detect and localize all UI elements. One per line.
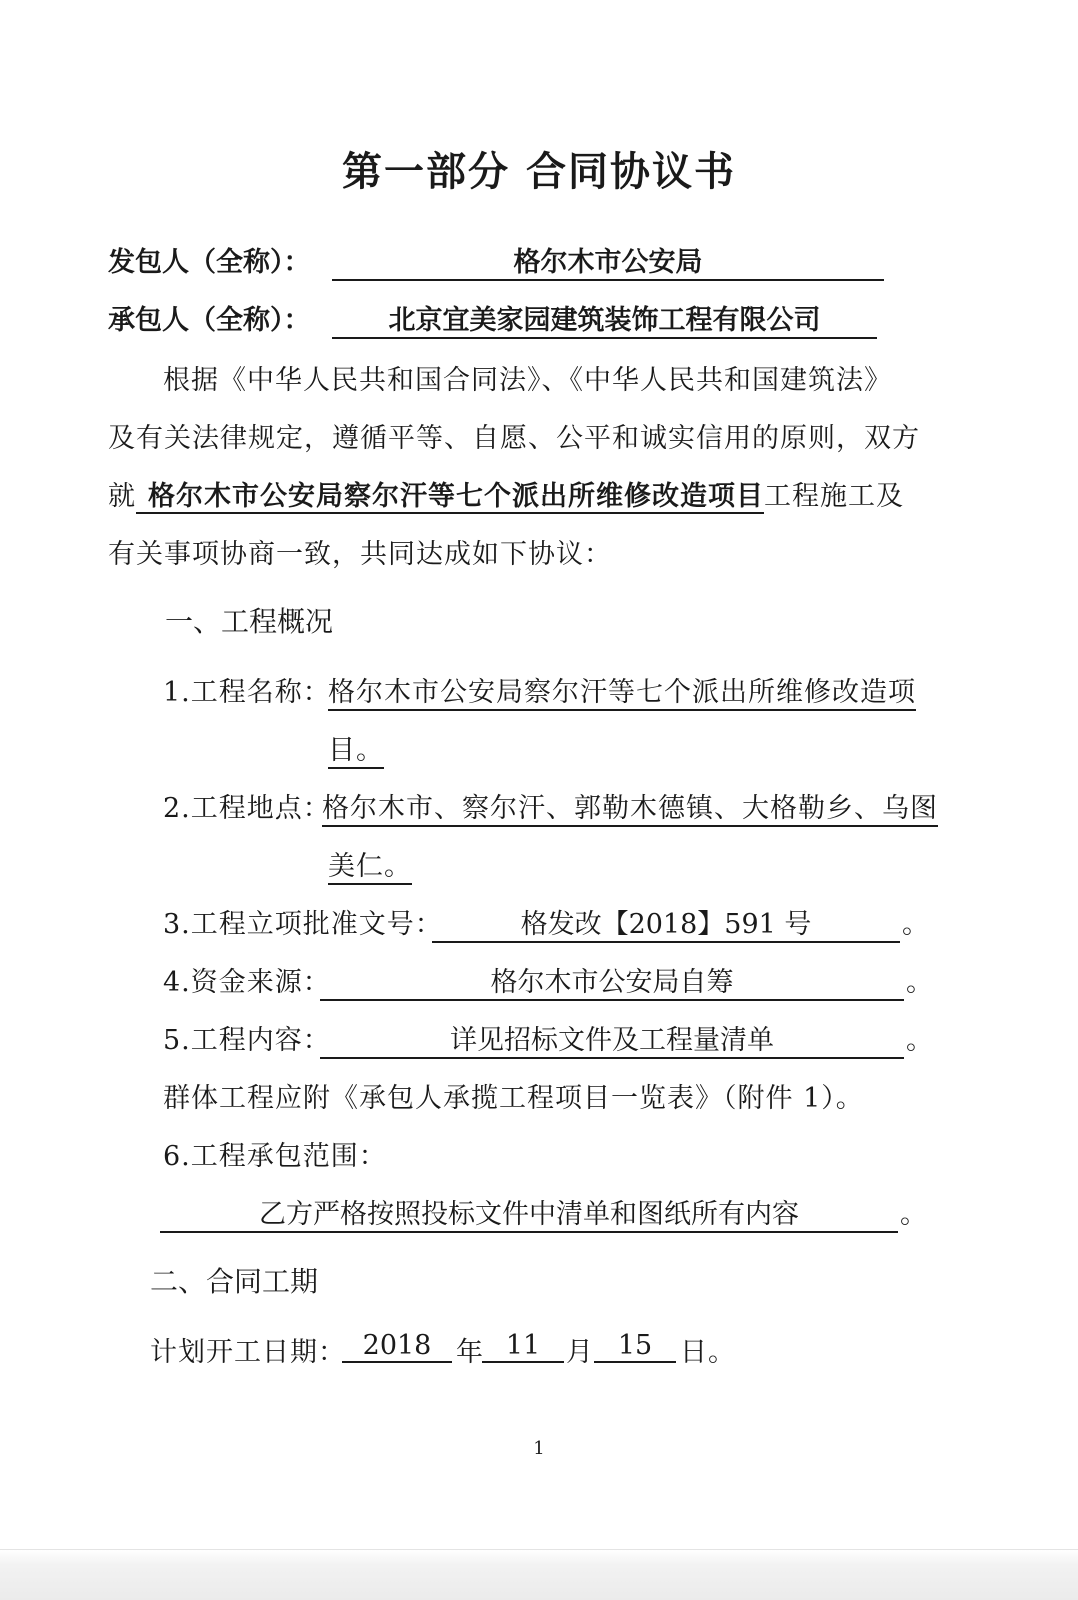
item-6-period: 。 (900, 1199, 928, 1230)
intro-line-4: 有关事项协商一致，共同达成如下协议： (108, 539, 612, 570)
item-3-value: 格发改【2018】591 号 (432, 902, 900, 943)
intro-line-3 (108, 474, 904, 513)
intro-line-2: 及有关法律规定，遵循平等、自愿、公平和诚实信用的原则，双方 (108, 423, 920, 454)
start-year: 2018 (342, 1330, 452, 1363)
section-2-heading: 二、合同工期 (150, 1265, 319, 1298)
item-6-value: 乙方严格按照投标文件中清单和图纸所有内容 (160, 1192, 898, 1233)
group-note: 群体工程应附《承包人承揽工程项目一览表》（附件 1）。 (163, 1083, 864, 1114)
item-4-label: 4.资金来源： (163, 967, 331, 998)
item-2-value-1: 格尔木市、察尔汗、郭勒木德镇、大格勒乡、乌图 (322, 786, 938, 827)
item-5-period: 。 (906, 1025, 934, 1056)
contractor-name: 北京宜美家园建筑装饰工程有限公司 (332, 298, 877, 339)
section-1-heading: 一、工程概况 (165, 605, 334, 638)
item-1-value-1: 格尔木市公安局察尔汗等七个派出所维修改造项 (328, 670, 916, 711)
intro-suffix: 工程施工及 (764, 481, 904, 512)
item-4-period: 。 (906, 967, 934, 998)
month-unit: 月 (566, 1337, 594, 1368)
page-title: 第一部分 合同协议书 (342, 149, 736, 195)
item-3-label: 3.工程立项批准文号： (163, 909, 443, 940)
start-day: 15 (594, 1330, 676, 1363)
intro-line-1: 根据《中华人民共和国合同法》、《中华人民共和国建筑法》 (163, 365, 892, 396)
item-3-period: 。 (902, 909, 930, 940)
contractor-label: 承包人（全称）： (108, 305, 311, 336)
item-6-label: 6.工程承包范围： (163, 1141, 387, 1172)
item-1-label: 1.工程名称： (163, 677, 331, 708)
scan-bottom-edge (0, 1549, 1078, 1600)
item-5-label: 5.工程内容： (163, 1025, 331, 1056)
item-2-value-2: 美仁。 (328, 844, 412, 885)
item-4-value: 格尔木市公安局自筹 (320, 960, 904, 1001)
employer-name: 格尔木市公安局 (332, 240, 884, 281)
item-2-label: 2.工程地点： (163, 793, 331, 824)
start-month: 11 (482, 1330, 564, 1363)
page-number: 1 (533, 1438, 545, 1459)
employer-label: 发包人（全称）： (108, 247, 311, 278)
intro-prefix: 就 (108, 481, 136, 512)
item-5-value: 详见招标文件及工程量清单 (320, 1018, 904, 1059)
start-date-label: 计划开工日期： (150, 1337, 346, 1368)
project-name: 格尔木市公安局察尔汗等七个派出所维修改造项目 (136, 481, 764, 514)
year-unit: 年 (456, 1337, 484, 1368)
day-unit: 日。 (680, 1337, 736, 1368)
item-1-value-2: 目。 (328, 728, 384, 769)
